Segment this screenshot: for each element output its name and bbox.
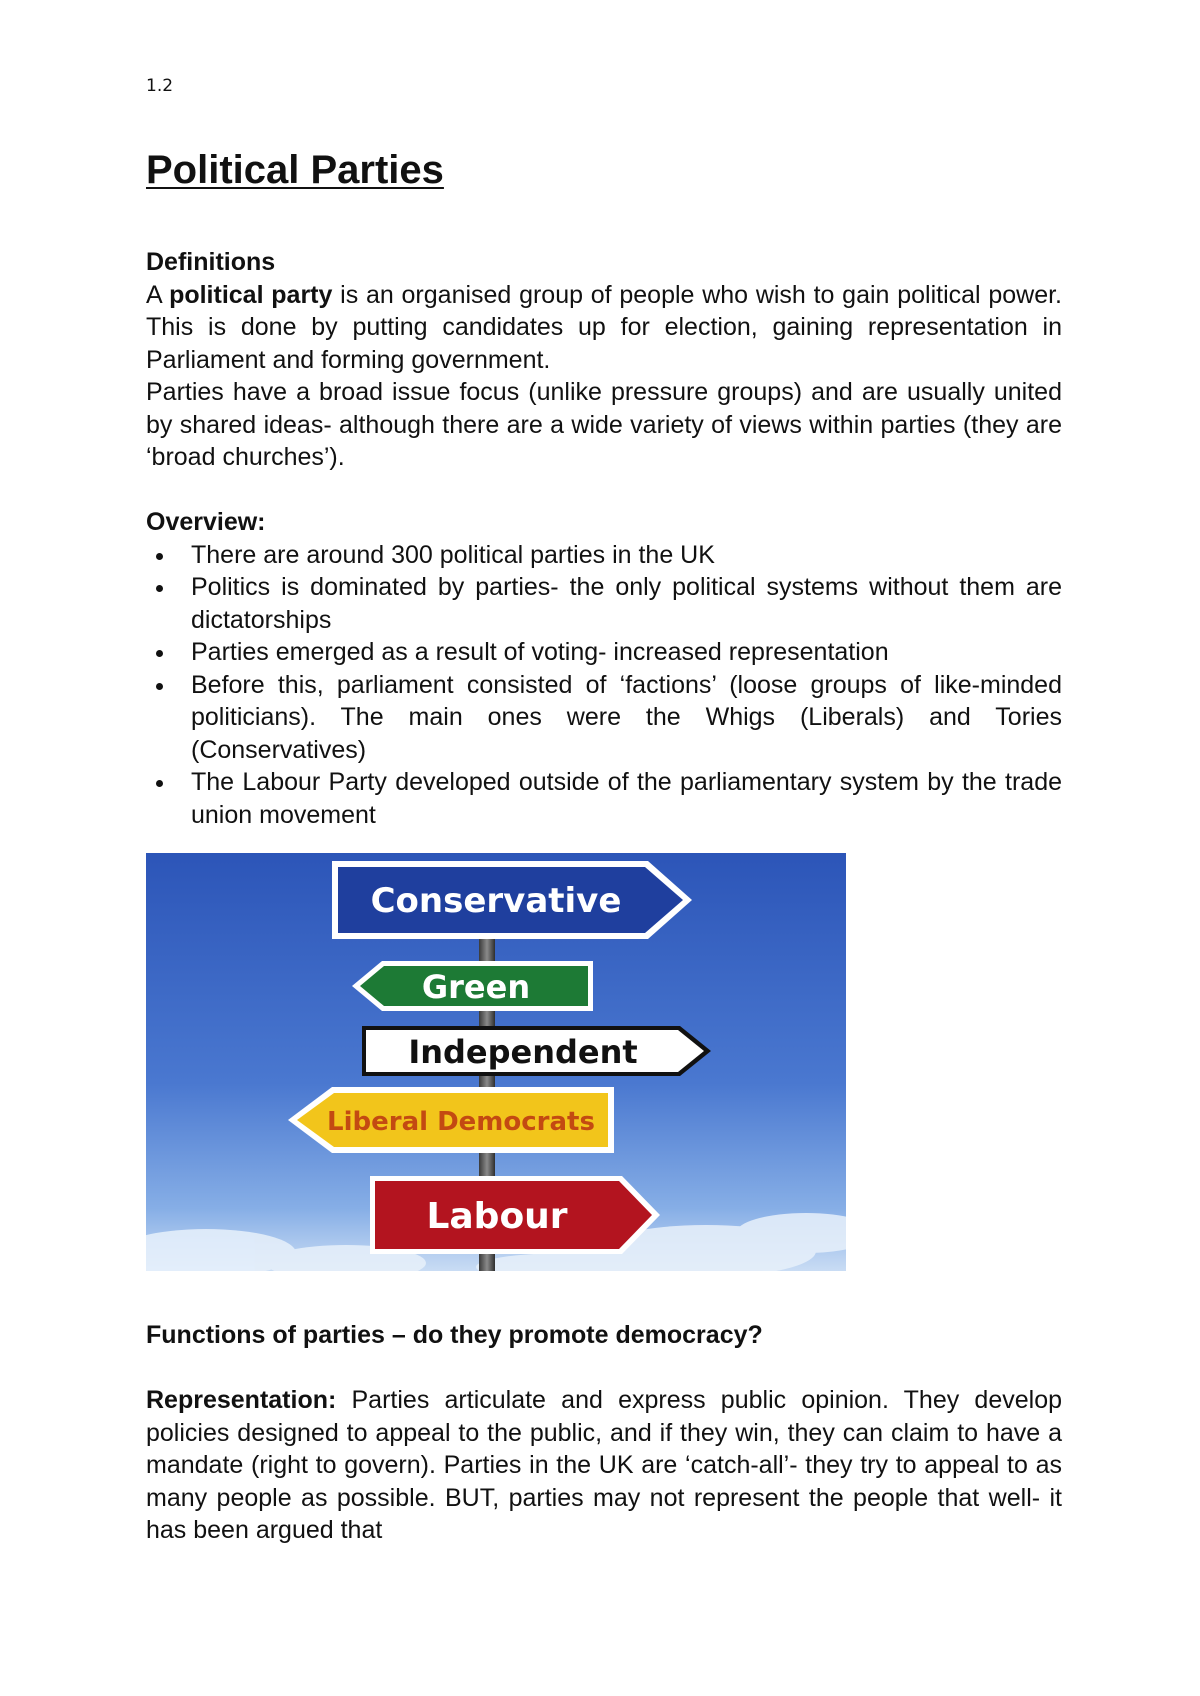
list-item: Politics is dominated by parties- the only political systems without them are dictatorships: [146, 571, 1062, 636]
sign-liberal-democrats-label: Liberal Democrats: [327, 1107, 595, 1137]
page-number: 1.2: [146, 76, 174, 96]
broad-focus-paragraph: Parties have a broad issue focus (unlike pressure groups) and are usually united by shared ideas- although there are a wide variety of views within parties (they are ‘broad churches’).: [146, 378, 1062, 471]
overview-section: [146, 506, 1062, 831]
list-item: The Labour Party developed outside of the parliamentary system by the trade union movement: [146, 766, 1062, 831]
definition-text: is an organised group of people who wish to gain political power. This is done by putting candidates up for election, gaining representation in Parliament and forming government.: [146, 280, 1062, 374]
page-title: Political Parties: [146, 148, 444, 192]
overview-heading: Overview:: [146, 508, 266, 536]
definition-lead: A: [146, 280, 170, 309]
list-item: There are around 300 political parties in the UK: [146, 539, 1062, 572]
sign-independent-label: Independent: [408, 1033, 638, 1071]
representation-section: [146, 1384, 1062, 1547]
sign-labour-label: Labour: [426, 1196, 568, 1237]
sign-green-label: Green: [421, 968, 531, 1006]
sign-green: [352, 961, 593, 1011]
functions-heading: [146, 1319, 1062, 1352]
representation-paragraph: [146, 1384, 1062, 1547]
party-signpost-image: [146, 853, 846, 1271]
definition-term: political party: [169, 280, 333, 309]
sign-liberal-democrats: [288, 1087, 614, 1153]
list-item: Parties emerged as a result of voting- increased representation: [146, 636, 1062, 669]
definitions-heading: Definitions: [146, 248, 276, 276]
list-item: Before this, parliament consisted of ‘factions’ (loose groups of like-minded politicians). The main ones were the Whigs (Liberals) and Tories (Conservatives): [146, 669, 1062, 767]
representation-label: Representation:: [146, 1386, 337, 1414]
sign-independent: [362, 1026, 711, 1076]
functions-heading-text: Functions of parties – do they promote democracy?: [146, 1321, 763, 1349]
sign-labour: [370, 1176, 660, 1254]
representation-text: Parties articulate and express public opinion. They develop policies designed to appeal to the public, and if they win, they can claim to have a mandate (right to govern). Parties in the UK are ‘catch-all’- they try to appeal to as many people as possible. BUT, parties may not represent the people that well- it has been argued that: [146, 1386, 1062, 1544]
sign-conservative: [332, 861, 692, 939]
definitions-section: [146, 246, 1062, 474]
definition-paragraph: [146, 279, 1062, 377]
sign-conservative-label: Conservative: [370, 881, 622, 921]
overview-list: [146, 539, 1062, 832]
